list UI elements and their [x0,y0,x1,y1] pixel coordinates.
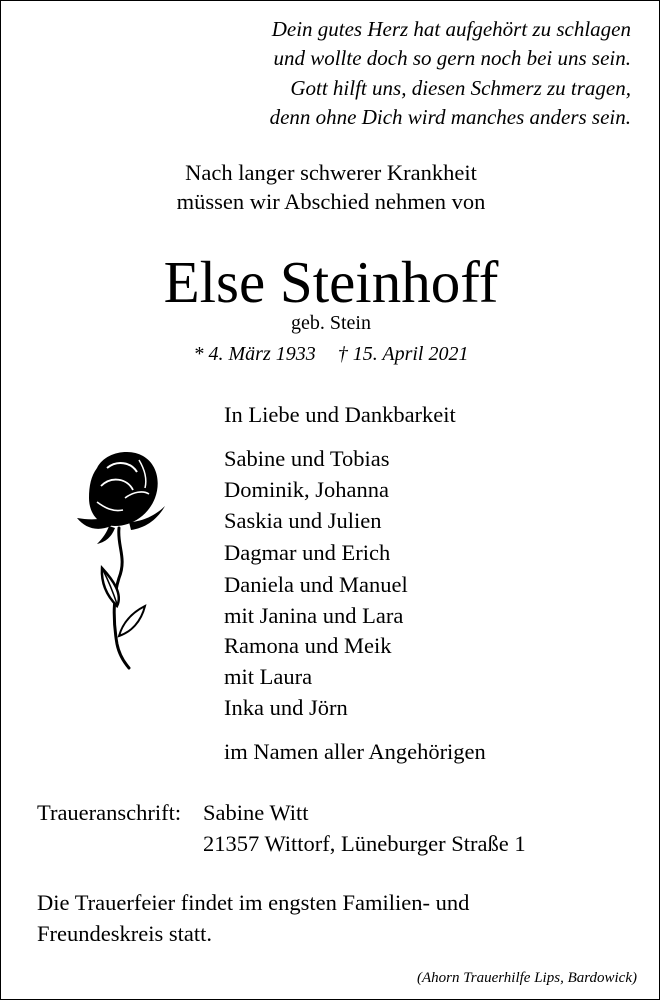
funeral-line: Freundeskreis statt. [37,921,212,946]
family-member: mit Laura [224,664,313,689]
death-date: † 15. April 2021 [337,343,469,365]
poem-line: Gott hilft uns, diesen Schmerz zu tragen, [290,75,631,100]
family-member: mit Janina und Lara [224,603,404,628]
announcement-intro [1,158,660,216]
family-member: Saskia und Julien [224,508,382,533]
family-member: Ramona und Meik [224,633,392,658]
life-dates [1,340,660,368]
family-group [224,692,348,723]
funeral-line: Die Trauerfeier findet im engsten Familien- und [37,890,470,915]
family-group [224,537,390,568]
address-line: Sabine Witt [203,800,309,825]
family-group [224,630,391,692]
family-member: Dominik, Johanna [224,477,389,502]
dedication: In Liebe und Dankbarkeit [224,402,456,427]
intro-line: müssen wir Abschied nehmen von [176,189,486,214]
family-member: Daniela und Manuel [224,572,408,597]
family-group [224,443,390,536]
family-group [224,569,408,631]
family-member: Dagmar und Erich [224,540,391,565]
birth-date: * 4. März 1933 [193,343,316,365]
closing-line: im Namen aller Angehörigen [224,739,486,764]
family-member: Inka und Jörn [224,695,348,720]
rose-icon [67,446,177,676]
undertaker-credit: (Ahorn Trauerhilfe Lips, Bardowick) [416,970,637,986]
address-label: Traueranschrift: [37,800,182,825]
memorial-poem [270,15,631,132]
poem-line: denn ohne Dich wird manches anders sein. [269,104,631,129]
intro-line: Nach langer schwerer Krankheit [185,160,477,185]
family-member: Sabine und Tobias [224,446,390,471]
address-line: 21357 Wittorf, Lüneburger Straße 1 [203,831,526,856]
poem-line: Dein gutes Herz hat aufgehört zu schlagen [271,17,631,41]
maiden-name: geb. Stein [291,312,371,334]
poem-line: und wollte doch so gern noch bei uns sein. [273,46,631,71]
funeral-notice [37,887,469,949]
deceased-name: Else Steinhoff [163,249,499,315]
